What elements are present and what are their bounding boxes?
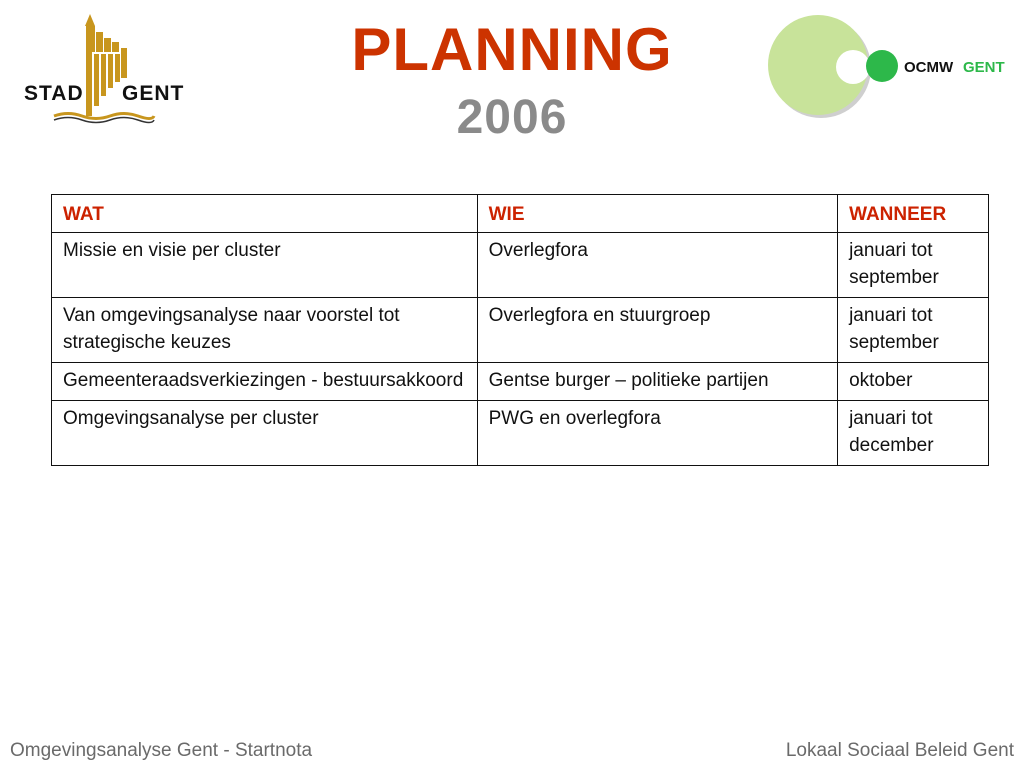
cell-wanneer: oktober [838,363,989,401]
table-header-row [52,195,989,233]
table-row [52,401,989,466]
cell-wie: Gentse burger – politieke partijen [477,363,837,401]
page-title: PLANNING [351,16,673,83]
ocmw-logo-text: OCMW [904,59,954,76]
cell-wie: PWG en overlegfora [477,401,837,466]
page-year: 2006 [456,91,568,144]
table-row [52,363,989,401]
cell-wanneer: januari tot december [838,401,989,466]
footer-left-text: Omgevingsanalyse Gent - Startnota [10,740,313,761]
cell-wanneer: januari tot september [838,298,989,363]
cell-wat: Gemeenteraadsverkiezingen - bestuursakkoord [52,363,478,401]
stad-logo-text: STAD [24,82,84,105]
cell-wanneer: januari tot september [838,233,989,298]
cell-wat: Van omgevingsanalyse naar voorstel tot strategische keuzes [52,298,478,363]
header-wie: WIE [477,195,837,233]
cell-wat: Omgevingsanalyse per cluster [52,401,478,466]
footer-right-text: Lokaal Sociaal Beleid Gent [785,740,1014,761]
planning-table [51,194,989,466]
table-row [52,233,989,298]
cell-wie: Overlegfora en stuurgroep [477,298,837,363]
cell-wat: Missie en visie per cluster [52,233,478,298]
gent-logo-text: GENT [122,82,185,105]
table-row [52,298,989,363]
header-wanneer: WANNEER [838,195,989,233]
cell-wie: Overlegfora [477,233,837,298]
ocmw-gent-logo-text: GENT [963,59,1005,76]
header-wat: WAT [52,195,478,233]
ocmw-gent-logo [765,14,1020,122]
ocmw-circles-icon [768,15,898,118]
